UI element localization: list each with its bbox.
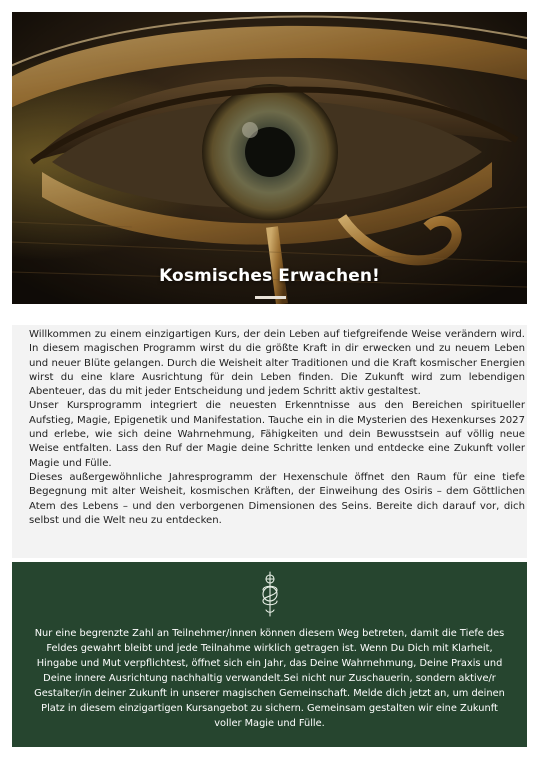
intro-paragraph: Unser Kursprogramm integriert die neuesten Erkenntnisse aus den Bereichen spiritueller Aufstieg, Magie, Epigenetik und Manifestation. Tauche ein in die Mysterien des Hexenkurses 2027 und erlebe, wie sich deine Wahrnehmung, Fähigkeiten und dein Bewusstsein auf völlig neue Weise entfalten. Lass den Ruf der Magie deine Schritte lenken und entdecke eine Zukunft voller Magie und Fülle. (29, 400, 525, 469)
intro-paragraph: Willkommen zu einem einzigartigen Kurs, der dein Leben auf tiefgreifende Weise verändern wird. In diesem magischen Programm wirst du die größte Kraft in dir erwecken und zu neuem Leben und neuer Blüte gelangen. Durch die Weisheit alter Traditionen und die Kraft kosmischer Energien wirst du eine klare Ausrichtung für dein Leben finden. Die Zukunft wird zum lebendigen Abenteuer, das du mit jeder Entscheidung und jedem Schritt aktiv gestaltest. (29, 329, 525, 398)
page-title: Kosmisches Erwachen! (159, 266, 380, 286)
closing-section (12, 562, 527, 747)
closing-text: Nur eine begrenzte Zahl an Teilnehmer/innen können diesem Weg betreten, damit die Tiefe des Feldes gewahrt bleibt und jede Teilnahme wirklich getragen ist. Wenn Du Dich mit Klarheit, Hingabe und Mut verpflichtest, öffnet sich ein Jahr, das Deine Wahrnehmung, Deine Praxis und Deine innere Ausrichtung nachhaltig verwandelt.Sei nicht nur Zuschauerin, sondern aktive/r Gestalter/in deiner Zukunft in unserer magischen Gemeinschaft. Melde dich jetzt an, um deinen Platz in diesem einzigartigen Kursangebot zu sichern. Gemeinsam gestalten wir eine Zukunft voller Magie und Fülle. (34, 628, 505, 729)
eye-of-horus-image (12, 12, 527, 304)
intro-section (12, 325, 527, 558)
hero-banner (12, 12, 527, 304)
slide-indicator[interactable] (255, 296, 286, 299)
intro-paragraph: Dieses außergewöhnliche Jahresprogramm der Hexenschule öffnet den Raum für eine tiefe Begegnung mit alter Weisheit, kosmischen Kräften, der Einweihung des Osiris – dem Göttlichen Atem des Lebens – und den verborgenen Dimensionen des Seins. Bereite dich darauf vor, dich selbst und die Welt neu zu entdecken. (29, 471, 525, 526)
caduceus-emblem-icon (255, 570, 285, 618)
